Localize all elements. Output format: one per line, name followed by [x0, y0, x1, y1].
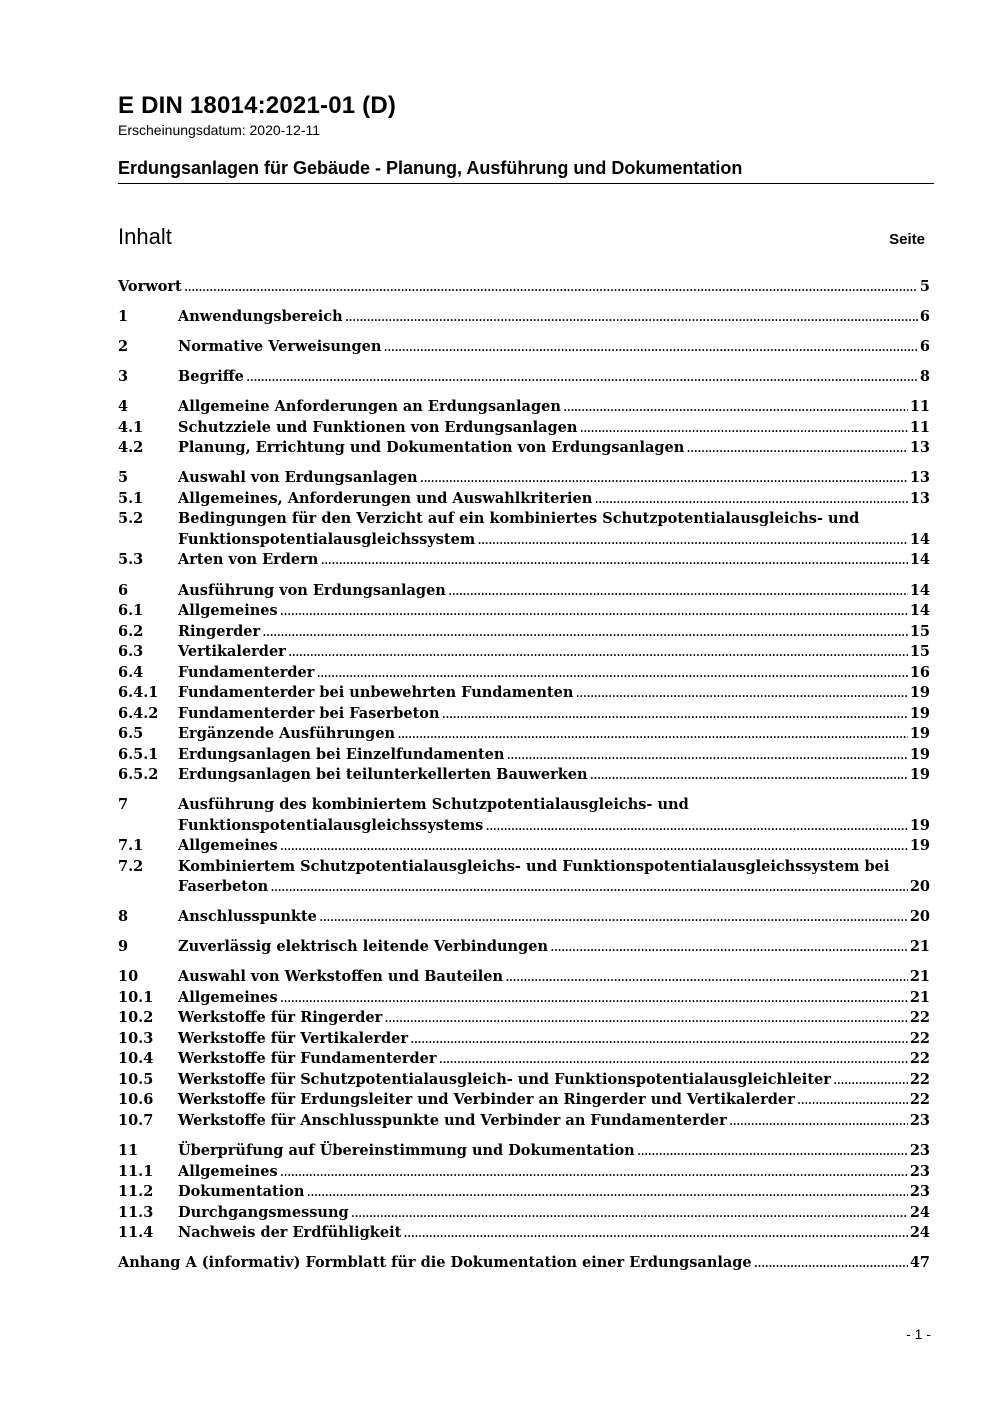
toc-entry-number: 6.5.2: [118, 766, 159, 784]
toc-dot-leader: [316, 665, 907, 681]
toc-entry[interactable]: [118, 746, 930, 767]
toc-entry-page: 23: [909, 1183, 930, 1201]
toc-group: [118, 278, 930, 299]
toc-dot-leader: [288, 644, 908, 660]
toc-entry-page: 22: [909, 1009, 930, 1027]
toc-entry-title: Nachweis der Erdfühligkeit: [178, 1224, 402, 1242]
toc-entry-number: 7: [118, 796, 129, 814]
toc-entry-title: Bedingungen für den Verzicht auf ein kombiniertes Schutzpotentialausgleichs- und: [178, 510, 860, 528]
toc-entry-title: Normative Verweisungen: [178, 338, 382, 356]
toc-entry-title: Erdungsanlagen bei Einzelfundamenten: [178, 745, 505, 763]
toc-entry[interactable]: [118, 490, 930, 511]
toc-entry-number: 10.7: [118, 1111, 154, 1129]
toc-entry-title: Funktionspotentialausgleichssystem: [178, 530, 476, 548]
toc-group: [118, 398, 930, 460]
toc-entry-number: 6.5.1: [118, 745, 159, 763]
toc-dot-leader: [590, 767, 908, 783]
toc-entry-page: 23: [909, 1142, 930, 1160]
toc-dot-leader: [410, 1031, 908, 1047]
toc-dot-leader: [262, 624, 908, 640]
toc-entry-page: 14: [909, 551, 930, 569]
toc-entry-title: Werkstoffe für Erdungsleiter und Verbinder an Ringerder und Vertikalerder: [178, 1091, 795, 1109]
toc-entry-title: Werkstoffe für Schutzpotentialausgleich- und Funktionspotentialausgleichleiter: [178, 1070, 831, 1088]
toc-entry-page: 13: [909, 469, 930, 487]
toc-entry-page: 23: [909, 1162, 930, 1180]
toc-entry-page: 22: [909, 1050, 930, 1068]
toc-entry-title: Durchgangsmessung: [178, 1203, 349, 1221]
toc-group: [118, 308, 930, 329]
toc-entry[interactable]: [118, 1224, 930, 1245]
toc-entry[interactable]: [118, 1142, 930, 1163]
toc-entry-title: Anschlusspunkte: [178, 908, 317, 926]
toc-entry-title: Faserbeton: [178, 878, 269, 896]
toc-entry-page: 11: [909, 398, 930, 416]
toc-entry-title: Fundamenterder: [178, 663, 315, 681]
toc-dot-leader: [563, 399, 908, 415]
toc-entry-number: 10.6: [118, 1091, 154, 1109]
toc-entry[interactable]: [118, 664, 930, 685]
toc-entry-page: 15: [909, 643, 930, 661]
toc-dot-leader: [579, 420, 907, 436]
toc-entry-title: Zuverlässig elektrisch leitende Verbindungen: [178, 938, 548, 956]
toc-entry-number: 10.4: [118, 1050, 154, 1068]
toc-entry-number: 10.3: [118, 1029, 154, 1047]
toc-entry[interactable]: [118, 338, 930, 359]
toc-entry[interactable]: [118, 796, 930, 837]
toc-entry[interactable]: [118, 439, 930, 460]
toc-entry-title: Allgemeines: [178, 1162, 278, 1180]
toc-heading: Inhalt: [118, 224, 172, 249]
toc-dot-leader: [477, 532, 908, 548]
toc-entry-title: Begriffe: [178, 368, 244, 386]
toc-entry-title: Ergänzende Ausführungen: [178, 725, 396, 743]
toc-dot-leader: [397, 726, 908, 742]
toc-entry[interactable]: [118, 510, 930, 551]
toc-entry[interactable]: [118, 623, 930, 644]
toc-group: [118, 1142, 930, 1245]
toc-entry[interactable]: [118, 602, 930, 623]
toc-entry-page: 22: [909, 1070, 930, 1088]
toc-entry[interactable]: [118, 989, 930, 1010]
toc-dot-leader: [384, 1010, 908, 1026]
toc-entry-title: Arten von Erdern: [178, 551, 319, 569]
toc-entry-number: 6.4: [118, 663, 144, 681]
toc-entry[interactable]: [118, 1163, 930, 1184]
toc-entry-title: Auswahl von Erdungsanlagen: [178, 469, 418, 487]
toc-entry-number: 6.5: [118, 725, 144, 743]
toc-entry[interactable]: [118, 368, 930, 389]
toc-entry-title: Werkstoffe für Anschlusspunkte und Verbinder an Fundamenterder: [178, 1111, 727, 1129]
toc-entry[interactable]: [118, 398, 930, 419]
toc-dot-leader: [280, 838, 908, 854]
toc-group: [118, 582, 930, 787]
toc-entry-title: Allgemeines: [178, 837, 278, 855]
toc-entry[interactable]: [118, 1030, 930, 1051]
toc-entry-number: 4.1: [118, 418, 144, 436]
toc-entry-number: 11: [118, 1142, 139, 1160]
toc-entry-number: 5.1: [118, 489, 144, 507]
toc-entry-number: 6.4.2: [118, 704, 159, 722]
toc-entry[interactable]: [118, 725, 930, 746]
toc-entry-page: 14: [909, 602, 930, 620]
toc-entry-page: 5: [919, 278, 930, 295]
toc-dot-leader: [505, 969, 908, 985]
toc-entry-number: 3: [118, 368, 129, 386]
toc-entry[interactable]: [118, 1254, 930, 1275]
toc-group: [118, 469, 930, 572]
toc-entry-number: 6: [118, 581, 129, 599]
toc-entry-title: Funktionspotentialausgleichssystems: [178, 816, 484, 834]
toc-entry-number: 10.5: [118, 1070, 154, 1088]
toc-dot-leader: [320, 552, 907, 568]
toc-entry-page: 19: [909, 766, 930, 784]
toc-entry-title: Schutzziele und Funktionen von Erdungsanlagen: [178, 418, 578, 436]
toc-entry-page: 19: [909, 837, 930, 855]
toc-entry-title: Planung, Errichtung und Dokumentation von Erdungsanlagen: [178, 439, 685, 457]
toc-entry-page: 21: [909, 938, 930, 956]
toc-entry[interactable]: [118, 419, 930, 440]
toc-entry-title: Werkstoffe für Ringerder: [178, 1009, 383, 1027]
toc-entry-number: 7.2: [118, 857, 144, 875]
toc-dot-leader: [833, 1072, 908, 1088]
toc-entry-page: 19: [909, 684, 930, 702]
toc-group: [118, 938, 930, 959]
toc-entry-number: 11.2: [118, 1183, 154, 1201]
toc-entry-page: 21: [909, 988, 930, 1006]
toc-dot-leader: [306, 1184, 907, 1200]
toc-entry-title: Erdungsanlagen bei teilunterkellerten Bauwerken: [178, 766, 588, 784]
toc-dot-leader: [184, 279, 918, 295]
toc-dot-leader: [439, 1051, 908, 1067]
toc-entry[interactable]: [118, 1112, 930, 1133]
toc-group: [118, 1254, 930, 1275]
toc-entry-number: 4.2: [118, 439, 144, 457]
toc-entry[interactable]: [118, 1204, 930, 1225]
toc-entry-title: Ringerder: [178, 622, 261, 640]
toc-entry-title: Allgemeines: [178, 602, 278, 620]
toc-entry-number: 6.3: [118, 643, 144, 661]
toc-entry-page: 6: [919, 308, 930, 326]
toc-entry-page: 11: [909, 418, 930, 436]
toc-entry[interactable]: [118, 684, 930, 705]
toc-entry[interactable]: [118, 705, 930, 726]
toc-entry-page: 24: [909, 1224, 930, 1242]
toc-dot-leader: [270, 879, 908, 895]
toc-group: [118, 338, 930, 359]
toc-entry-number: 11.1: [118, 1162, 154, 1180]
toc-entry-title: Dokumentation: [178, 1183, 305, 1201]
toc-dot-leader: [280, 990, 908, 1006]
toc-entry[interactable]: [118, 968, 930, 989]
toc-entry-number: 11.3: [118, 1203, 154, 1221]
toc-entry-title: Allgemeine Anforderungen an Erdungsanlagen: [178, 398, 561, 416]
toc-entry-page: 14: [909, 530, 930, 548]
toc-entry-page: 16: [909, 663, 930, 681]
toc-dot-leader: [550, 939, 908, 955]
toc-entry-page: 21: [909, 968, 930, 986]
toc-dot-leader: [345, 309, 918, 325]
toc-entry-title: Überprüfung auf Übereinstimmung und Dokumentation: [178, 1142, 635, 1160]
toc-dot-leader: [797, 1092, 908, 1108]
toc-group: [118, 908, 930, 929]
toc-entry-number: 2: [118, 338, 129, 356]
toc-entry[interactable]: [118, 1071, 930, 1092]
toc-entry-page: 13: [909, 489, 930, 507]
toc-dot-leader: [637, 1143, 908, 1159]
toc-entry[interactable]: [118, 551, 930, 572]
toc-dot-leader: [575, 685, 907, 701]
toc-dot-leader: [442, 706, 908, 722]
toc-group: [118, 968, 930, 1132]
toc-entry-page: 19: [909, 745, 930, 763]
toc-entry-page: 47: [909, 1254, 930, 1272]
table-of-contents: [118, 278, 930, 1284]
toc-group: [118, 796, 930, 899]
toc-entry-page: 19: [909, 704, 930, 722]
toc-entry-page: 20: [909, 878, 930, 896]
toc-entry-number: 5: [118, 469, 129, 487]
publication-date: Erscheinungsdatum: 2020-12-11: [118, 122, 321, 138]
toc-entry-title: Fundamenterder bei unbewehrten Fundamenten: [178, 684, 574, 702]
toc-entry-title: Vertikalerder: [178, 643, 286, 661]
toc-entry-title: Anwendungsbereich: [178, 308, 343, 326]
toc-entry-title: Kombiniertem Schutzpotentialausgleichs- und Funktionspotentialausgleichssystem bei: [178, 857, 890, 875]
document-title: Erdungsanlagen für Gebäude - Planung, Ausführung und Dokumentation: [118, 158, 743, 178]
toc-entry-page: 14: [909, 581, 930, 599]
toc-entry-page: 13: [909, 439, 930, 457]
toc-entry-page: 19: [909, 725, 930, 743]
toc-entry[interactable]: [118, 766, 930, 787]
toc-entry-number: 10.1: [118, 988, 154, 1006]
toc-entry-title: Fundamenterder bei Faserbeton: [178, 704, 440, 722]
toc-dot-leader: [485, 818, 907, 834]
toc-entry-number: 6.4.1: [118, 684, 159, 702]
toc-entry[interactable]: [118, 469, 930, 490]
title-divider: [118, 183, 934, 184]
footer-page-number: - 1 -: [906, 1326, 931, 1342]
toc-entry[interactable]: [118, 1183, 930, 1204]
toc-entry-title: Werkstoffe für Vertikalerder: [178, 1029, 408, 1047]
toc-entry[interactable]: [118, 1050, 930, 1071]
toc-entry-title: Anhang A (informativ) Formblatt für die Dokumentation einer Erdungsanlage: [118, 1254, 752, 1272]
toc-entry-page: 22: [909, 1091, 930, 1109]
toc-entry-number: 6.2: [118, 622, 144, 640]
toc-dot-leader: [403, 1225, 908, 1241]
toc-entry-page: 15: [909, 622, 930, 640]
toc-entry-number: 4: [118, 398, 129, 416]
toc-dot-leader: [383, 339, 918, 355]
toc-entry[interactable]: [118, 837, 930, 858]
toc-entry[interactable]: [118, 582, 930, 603]
toc-dot-leader: [319, 909, 908, 925]
toc-entry[interactable]: [118, 278, 930, 299]
toc-entry-page: 23: [909, 1111, 930, 1129]
toc-entry[interactable]: [118, 858, 930, 899]
toc-dot-leader: [506, 747, 907, 763]
toc-entry[interactable]: [118, 1009, 930, 1030]
toc-dot-leader: [246, 369, 918, 385]
toc-entry-page: 24: [909, 1203, 930, 1221]
toc-entry[interactable]: [118, 1091, 930, 1112]
toc-entry[interactable]: [118, 938, 930, 959]
toc-dot-leader: [280, 1164, 908, 1180]
document-id: E DIN 18014:2021-01 (D): [118, 92, 397, 119]
toc-dot-leader: [420, 470, 908, 486]
page-column-label: Seite: [889, 231, 925, 248]
toc-entry-title: Vorwort: [118, 278, 182, 295]
toc-entry-title: Allgemeines, Anforderungen und Auswahlkriterien: [178, 489, 593, 507]
toc-dot-leader: [280, 603, 908, 619]
toc-dot-leader: [754, 1255, 908, 1271]
toc-entry[interactable]: [118, 643, 930, 664]
toc-entry-page: 8: [919, 368, 930, 386]
toc-entry-title: Ausführung des kombiniertem Schutzpotentialausgleichs- und: [178, 796, 689, 814]
toc-entry-page: 22: [909, 1029, 930, 1047]
toc-entry-page: 19: [909, 816, 930, 834]
toc-entry-number: 7.1: [118, 837, 144, 855]
toc-dot-leader: [686, 440, 908, 456]
toc-entry-number: 1: [118, 308, 129, 326]
toc-entry-number: 6.1: [118, 602, 144, 620]
toc-dot-leader: [351, 1205, 908, 1221]
toc-entry-number: 8: [118, 908, 129, 926]
toc-entry-title: Auswahl von Werkstoffen und Bauteilen: [178, 968, 504, 986]
toc-entry[interactable]: [118, 308, 930, 329]
toc-dot-leader: [448, 583, 908, 599]
toc-group: [118, 368, 930, 389]
toc-entry-number: 11.4: [118, 1224, 154, 1242]
toc-entry-page: 6: [919, 338, 930, 356]
toc-entry-title: Werkstoffe für Fundamenterder: [178, 1050, 437, 1068]
toc-entry[interactable]: [118, 908, 930, 929]
toc-entry-page: 20: [909, 908, 930, 926]
toc-dot-leader: [594, 491, 908, 507]
toc-dot-leader: [729, 1113, 908, 1129]
toc-entry-number: 10.2: [118, 1009, 154, 1027]
toc-entry-number: 10: [118, 968, 139, 986]
toc-entry-number: 5.2: [118, 510, 144, 528]
toc-entry-number: 5.3: [118, 551, 144, 569]
toc-entry-number: 9: [118, 938, 129, 956]
toc-entry-title: Allgemeines: [178, 988, 278, 1006]
toc-entry-title: Ausführung von Erdungsanlagen: [178, 581, 446, 599]
